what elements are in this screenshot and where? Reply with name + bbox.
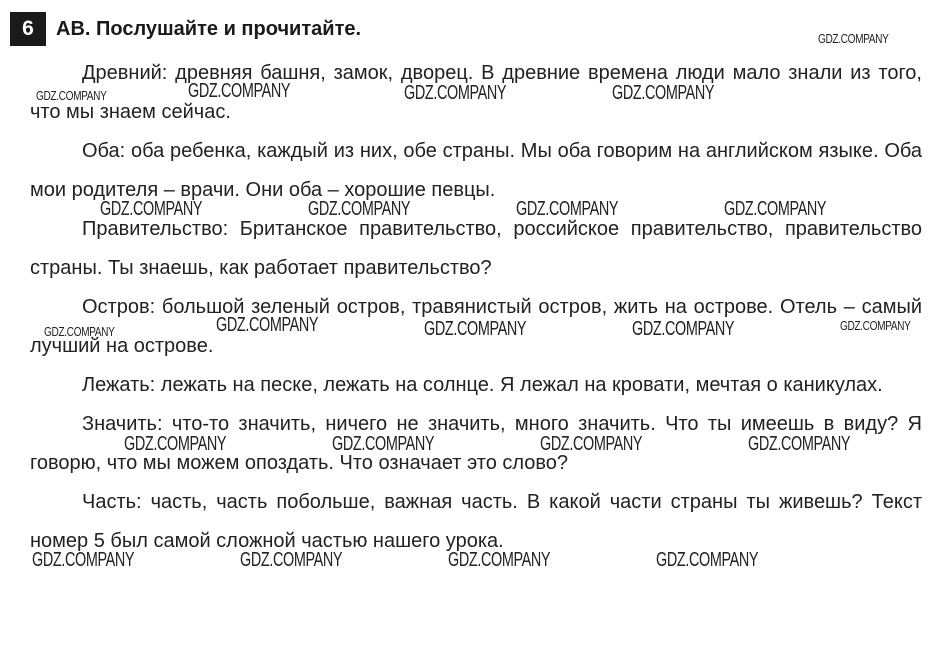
task-number-badge: 6 bbox=[10, 12, 46, 46]
watermark: GDZ.COMPANY bbox=[612, 82, 715, 104]
watermark: GDZ.COMPANY bbox=[448, 549, 551, 571]
watermark: GDZ.COMPANY bbox=[818, 31, 889, 46]
watermark: GDZ.COMPANY bbox=[632, 318, 735, 340]
watermark: GDZ.COMPANY bbox=[124, 433, 227, 455]
watermark: GDZ.COMPANY bbox=[36, 88, 107, 103]
watermark: GDZ.COMPANY bbox=[32, 549, 135, 571]
watermark: GDZ.COMPANY bbox=[656, 549, 759, 571]
paragraph-part: Часть: часть, часть побольше, важная часть. В какой части страны ты живешь? Текст номер 5 был самой сложной частью нашего урока. bbox=[30, 491, 922, 552]
watermark: GDZ.COMPANY bbox=[724, 198, 827, 220]
text-body bbox=[30, 54, 922, 561]
watermark: GDZ.COMPANY bbox=[188, 80, 291, 102]
watermark: GDZ.COMPANY bbox=[308, 198, 411, 220]
paragraph-lie: Лежать: лежать на песке, лежать на солнце. Я лежал на кровати, мечтая о каникулах. bbox=[82, 374, 883, 396]
watermark: GDZ.COMPANY bbox=[332, 433, 435, 455]
paragraph-both: Оба: оба ребенка, каждый из них, обе страны. Мы оба говорим на английском языке. Оба мои родителя – врачи. Они оба – хорошие певцы. bbox=[30, 140, 922, 201]
watermark: GDZ.COMPANY bbox=[404, 82, 507, 104]
task-title: AB. Послушайте и прочитайте. bbox=[56, 17, 362, 40]
watermark: GDZ.COMPANY bbox=[748, 433, 851, 455]
watermark: GDZ.COMPANY bbox=[840, 318, 911, 333]
watermark: GDZ.COMPANY bbox=[216, 314, 319, 336]
watermark: GDZ.COMPANY bbox=[44, 324, 115, 339]
watermark: GDZ.COMPANY bbox=[240, 549, 343, 571]
paragraph-mean: Значить: что-то значить, ничего не значить, много значить. Что ты имеешь в виду? Я говорю, что мы можем опоздать. Что означает это слово? bbox=[30, 413, 922, 474]
paragraph-island: Остров: большой зеленый остров, травянистый остров, жить на острове. Отель – самый лучший на острове. bbox=[30, 296, 922, 357]
watermark: GDZ.COMPANY bbox=[516, 198, 619, 220]
watermark: GDZ.COMPANY bbox=[424, 318, 527, 340]
watermark: GDZ.COMPANY bbox=[100, 198, 203, 220]
paragraph-government: Правительство: Британское правительство, российское правительство, правительство страны. Ты знаешь, как работает правительство? bbox=[30, 218, 922, 279]
watermark: GDZ.COMPANY bbox=[540, 433, 643, 455]
task-header bbox=[10, 12, 361, 46]
paragraph-ancient: Древний: древняя башня, замок, дворец. В древние времена люди мало знали из того, что мы знаем сейчас. bbox=[30, 62, 922, 123]
